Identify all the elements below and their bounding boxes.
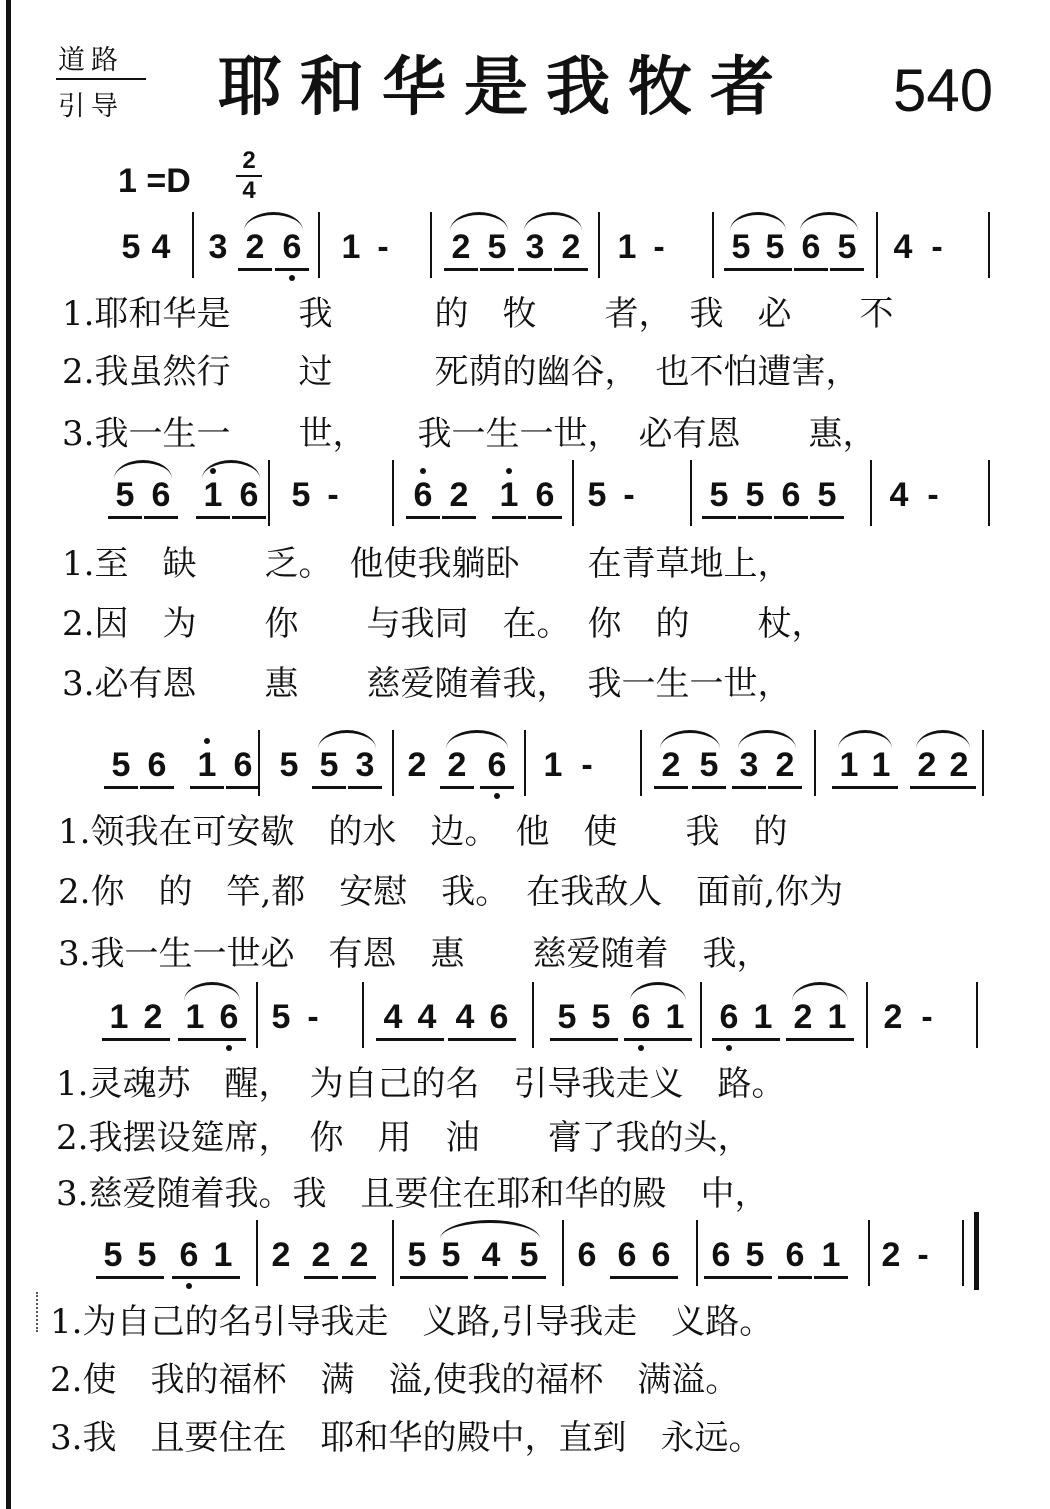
barline — [392, 1220, 394, 1286]
note: 6 — [148, 476, 174, 514]
final-barline — [974, 1212, 979, 1290]
note: 6 — [648, 1236, 674, 1274]
note: 1 — [617, 228, 637, 266]
note: 6 — [628, 998, 654, 1036]
category-bottom: 引导 — [58, 91, 124, 122]
note: 1 — [868, 746, 894, 784]
note: 5 — [554, 998, 580, 1036]
note: 6 — [484, 746, 510, 784]
note: 5 — [291, 476, 311, 514]
note: 1 — [210, 1236, 236, 1274]
lyric-verse-1: 1.耶和华是 我 的 牧 者， 我 必 不 — [62, 294, 894, 334]
barline — [392, 730, 394, 796]
left-margin-rule — [6, 0, 11, 1509]
note: 5 — [728, 228, 754, 266]
extension-dash: - — [917, 1236, 929, 1274]
note: 5 — [762, 228, 788, 266]
note: 2 — [558, 228, 584, 266]
note: 5 — [134, 1236, 160, 1274]
note: 5 — [814, 476, 840, 514]
note: 5 — [588, 998, 614, 1036]
lyric-verse-2: 2.使 我的福杯 满 溢,使我的福杯 满溢。 — [50, 1360, 740, 1400]
note: 4 — [452, 998, 478, 1036]
lyric-verse-2: 2.你 的 竿,都 安慰 我。 在我敌人 面前,你为 — [58, 872, 844, 912]
note: 6 — [486, 998, 512, 1036]
note: 6 — [230, 746, 256, 784]
hymn-number: 540 — [893, 57, 994, 124]
note: 5 — [100, 1236, 126, 1274]
hymn-title: 耶和华是我牧者 — [218, 51, 792, 125]
note: 5 — [121, 228, 141, 266]
note: 4 — [889, 476, 909, 514]
note: 6 — [532, 476, 558, 514]
slur — [202, 460, 260, 479]
slur — [524, 212, 582, 231]
slur — [114, 460, 172, 479]
lyric-verse-1: 1.领我在可安歇 的水 边。 他 使 我 的 — [58, 812, 788, 852]
note: 5 — [271, 998, 291, 1036]
barline — [268, 460, 270, 526]
note: 1 — [662, 998, 688, 1036]
barline — [392, 460, 394, 526]
extension-dash: - — [307, 998, 319, 1036]
note: 6 — [614, 1236, 640, 1274]
extension-dash: - — [931, 228, 943, 266]
barline — [430, 212, 432, 278]
barline — [562, 1220, 564, 1286]
slur — [792, 982, 848, 1001]
note: 6 — [716, 998, 742, 1036]
barline — [256, 982, 258, 1048]
slur — [838, 730, 892, 749]
note: 5 — [706, 476, 732, 514]
note: 1 — [824, 998, 850, 1036]
key-signature: 1 =D — [118, 162, 191, 200]
barline — [318, 212, 320, 278]
note: 4 — [478, 1236, 504, 1274]
barline — [988, 212, 990, 278]
lyric-verse-3: 3.我一生一世必 有恩 惠 慈爱随着 我， — [58, 934, 771, 974]
note: 1 — [836, 746, 862, 784]
note: 5 — [742, 1236, 768, 1274]
barline — [640, 730, 642, 796]
slur — [630, 982, 686, 1001]
note: 5 — [112, 476, 138, 514]
note: 6 — [798, 228, 824, 266]
note: 6 — [236, 476, 262, 514]
lyric-verse-3: 3.必有恩 惠 慈爱随着我， 我一生一世， — [62, 664, 792, 704]
barline — [814, 730, 816, 796]
note: 1 — [496, 476, 522, 514]
note: 5 — [438, 1236, 464, 1274]
note: 6 — [279, 228, 305, 266]
lyric-verse-3: 3.慈爱随着我。我 且要住在耶和华的殿 中， — [56, 1174, 769, 1214]
extension-dash: - — [581, 746, 593, 784]
note: 2 — [444, 746, 470, 784]
note: 5 — [587, 476, 607, 514]
extension-dash: - — [623, 476, 635, 514]
note: 2 — [772, 746, 798, 784]
slur — [318, 730, 376, 749]
slur — [244, 212, 303, 231]
barline — [870, 460, 872, 526]
slur — [660, 730, 720, 749]
note: 3 — [736, 746, 762, 784]
lyric-verse-1: 1.灵魂苏 醒， 为自己的名 引导我走义 路。 — [56, 1064, 786, 1104]
note: 5 — [516, 1236, 542, 1274]
lyric-verse-3: 3.我一生一 世， 我一生一世， 必有恩 惠， — [62, 414, 877, 454]
time-signature — [234, 148, 264, 204]
note: 2 — [946, 746, 972, 784]
note: 1 — [106, 998, 132, 1036]
note: 2 — [790, 998, 816, 1036]
slur — [738, 730, 796, 749]
barline — [524, 730, 526, 796]
note: 6 — [708, 1236, 734, 1274]
note: 2 — [914, 746, 940, 784]
slur — [440, 1220, 540, 1239]
slur — [916, 730, 970, 749]
slur — [730, 212, 786, 231]
extension-dash: - — [327, 476, 339, 514]
final-barline — [962, 1220, 964, 1286]
slur — [446, 730, 508, 749]
note: 3 — [522, 228, 548, 266]
extension-dash: - — [377, 228, 389, 266]
slur — [184, 982, 240, 1001]
note: 1 — [194, 746, 220, 784]
extension-dash: - — [927, 476, 939, 514]
barline — [976, 982, 978, 1048]
note: 6 — [410, 476, 436, 514]
note: 5 — [696, 746, 722, 784]
barline — [712, 212, 714, 278]
category-top: 道路 — [58, 45, 124, 76]
barline — [258, 730, 260, 796]
note: 1 — [341, 228, 361, 266]
note: 6 — [778, 476, 804, 514]
barline — [868, 1220, 870, 1286]
note: 1 — [200, 476, 226, 514]
note: 5 — [484, 228, 510, 266]
note: 5 — [108, 746, 134, 784]
barline — [866, 982, 868, 1048]
note: 3 — [208, 228, 228, 266]
slur — [450, 212, 508, 231]
note: 2 — [140, 998, 166, 1036]
note: 5 — [316, 746, 342, 784]
note: 2 — [407, 746, 427, 784]
extension-dash: - — [653, 228, 665, 266]
lyric-verse-1: 1.为自己的名引导我走 义路,引导我走 义路。 — [50, 1302, 774, 1342]
barline — [256, 1220, 258, 1286]
barline — [988, 460, 990, 526]
note: 1 — [818, 1236, 844, 1274]
note: 4 — [380, 998, 406, 1036]
note: 6 — [216, 998, 242, 1036]
note: 2 — [448, 228, 474, 266]
barline — [876, 212, 878, 278]
barline — [700, 982, 702, 1048]
extension-dash: - — [921, 998, 933, 1036]
slur — [800, 212, 858, 231]
note: 2 — [881, 1236, 901, 1274]
note: 5 — [404, 1236, 430, 1274]
barline — [362, 982, 364, 1048]
lyric-verse-1: 1.至 缺 乏。 他使我躺卧 在青草地上， — [62, 544, 792, 584]
note: 1 — [182, 998, 208, 1036]
note: 2 — [346, 1236, 372, 1274]
barline — [598, 212, 600, 278]
lyric-verse-3: 3.我 且要住在 耶和华的殿中，直到 永远。 — [50, 1418, 763, 1458]
note: 2 — [883, 998, 903, 1036]
note: 2 — [446, 476, 472, 514]
note: 5 — [742, 476, 768, 514]
note: 2 — [271, 1236, 291, 1274]
note: 4 — [414, 998, 440, 1036]
barline — [572, 460, 574, 526]
note: 5 — [279, 746, 299, 784]
note: 6 — [782, 1236, 808, 1274]
barline — [982, 730, 984, 796]
time-sig-bottom: 4 — [242, 177, 256, 204]
margin-mark — [36, 1292, 40, 1332]
lyric-verse-2: 2.因 为 你 与我同 在。 你 的 杖， — [62, 604, 826, 644]
barline — [192, 212, 194, 278]
time-sig-top: 2 — [242, 147, 256, 174]
note: 2 — [242, 228, 268, 266]
barline — [696, 1220, 698, 1286]
barline — [690, 460, 692, 526]
lyric-verse-2: 2.我虽然行 过 死荫的幽谷， 也不怕遭害， — [62, 352, 860, 392]
note: 6 — [176, 1236, 202, 1274]
note: 4 — [893, 228, 913, 266]
note: 2 — [658, 746, 684, 784]
barline — [532, 982, 534, 1048]
note: 4 — [151, 228, 171, 266]
note: 2 — [308, 1236, 334, 1274]
note: 6 — [577, 1236, 597, 1274]
note: 6 — [144, 746, 170, 784]
note: 5 — [834, 228, 860, 266]
note: 1 — [750, 998, 776, 1036]
category-divider — [56, 78, 146, 80]
note: 3 — [352, 746, 378, 784]
lyric-verse-2: 2.我摆设筵席， 你 用 油 膏了我的头， — [56, 1118, 752, 1158]
note: 1 — [543, 746, 563, 784]
